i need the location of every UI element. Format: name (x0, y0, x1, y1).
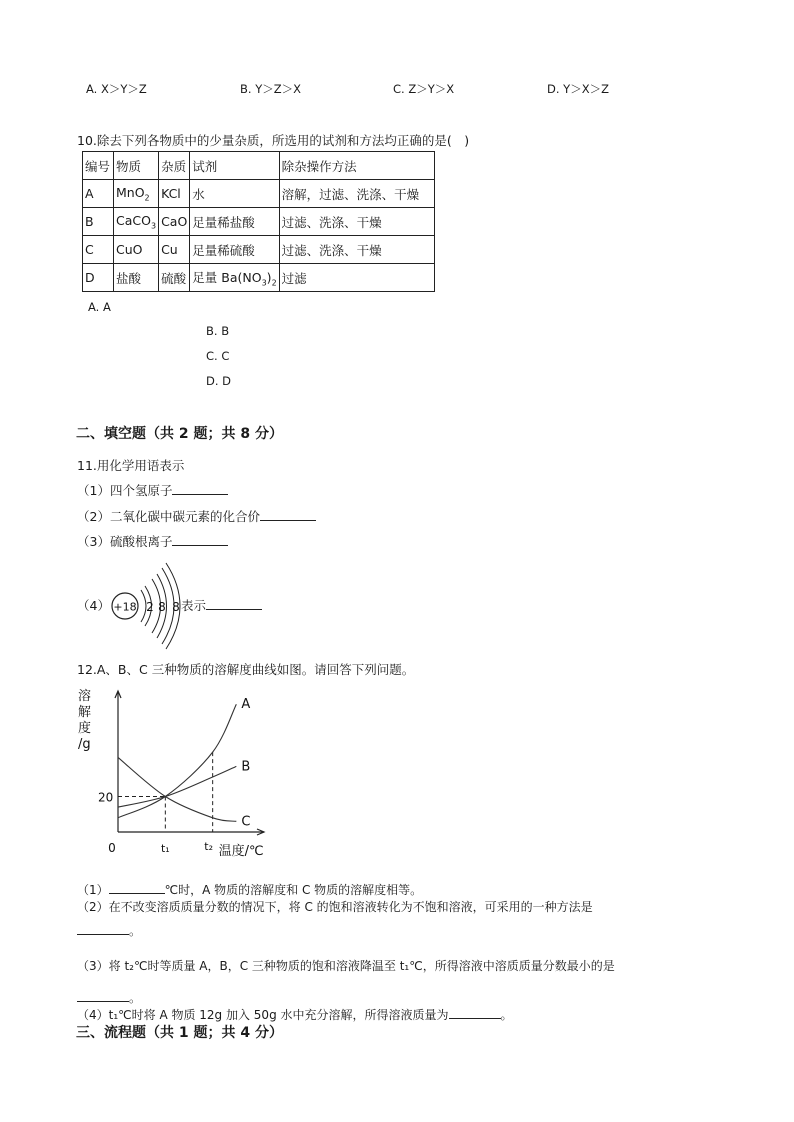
q10-option-c: C. C (206, 349, 230, 363)
q9-option-b: B. Y＞Z＞X (240, 82, 301, 96)
table-cell: 足量稀硫酸 (190, 236, 279, 264)
answer-blank[interactable] (206, 596, 262, 610)
series-label-b: B (241, 759, 251, 775)
q12-item-3: （3）将 t₂℃时等质量 A，B，C 三种物质的饱和溶液降温至 t₁℃，所得溶液中溶质质量分数最小的是 (77, 959, 615, 973)
q9-option-d: D. Y＞X＞Z (547, 82, 609, 96)
q12-item-2: （2）在不改变溶质质量分数的情况下，将 C 的饱和溶液转化为不饱和溶液，可采用的一种方法是 (77, 900, 593, 914)
table-row (83, 264, 435, 292)
header-cell: 试剂 (190, 152, 279, 180)
table-cell: A (83, 180, 114, 208)
y-axis-label: /g (78, 737, 91, 752)
q12-item-2-answer: 。 (77, 921, 141, 939)
x-axis-label: 温度/℃ (218, 844, 264, 859)
table-cell: 过滤 (279, 264, 434, 292)
q12-item-4: （4）t₁℃时将 A 物质 12g 加入 50g 水中充分溶解，所得溶液质量为 。 (77, 1005, 513, 1023)
table-cell: B (83, 208, 114, 236)
table-cell: Cu (159, 236, 190, 264)
x-tick-label: t₁ (160, 842, 170, 855)
atom-structure-diagram (108, 560, 188, 652)
answer-blank[interactable] (109, 880, 165, 894)
answer-blank[interactable] (449, 1005, 501, 1019)
table-cell: 水 (190, 180, 279, 208)
table-cell: 足量 $Ba(NO_3)_2$ (190, 264, 279, 292)
table-header-row (83, 152, 435, 180)
y-axis-label: 度 (78, 721, 92, 736)
table-cell: KCl (159, 180, 190, 208)
shell-electron-count: 2 (146, 600, 154, 614)
table-cell: CaO (159, 208, 190, 236)
series-line-a (118, 704, 236, 818)
table-row (83, 208, 435, 236)
q12-item-1: （1） ℃时，A 物质的溶解度和 C 物质的溶解度相等。 (77, 880, 422, 898)
shell-electron-count: 8 (158, 600, 166, 614)
answer-blank[interactable] (77, 921, 129, 935)
q11-item-3: （3）硫酸根离子 (77, 532, 228, 550)
series-line-c (118, 757, 236, 821)
q10-table (82, 151, 435, 292)
answer-blank[interactable] (172, 481, 228, 495)
answer-blank[interactable] (172, 532, 228, 546)
answer-blank[interactable] (260, 507, 316, 521)
solubility-chart (70, 684, 270, 864)
q11-item-4-suffix: 表示 (181, 596, 262, 614)
header-cell: 编号 (83, 152, 114, 180)
header-cell: 物质 (114, 152, 159, 180)
y-axis-label: 解 (78, 705, 92, 720)
q10-option-a: A. A (88, 300, 111, 314)
table-cell: MnO$_2$ (114, 180, 159, 208)
q11-item-4-prefix: （4） (77, 598, 110, 613)
header-cell: 除杂操作方法 (279, 152, 434, 180)
table-cell: 足量稀盐酸 (190, 208, 279, 236)
q12-item-3-answer: 。 (77, 988, 141, 1006)
table-cell: 过滤、洗涤、干燥 (279, 236, 434, 264)
q10-option-d: D. D (206, 374, 232, 388)
answer-blank[interactable] (77, 988, 129, 1002)
table-row (83, 236, 435, 264)
q9-option-a: A. X＞Y＞Z (86, 82, 147, 96)
table-cell: 溶解，过滤、洗涤、干燥 (279, 180, 434, 208)
table-cell: 硫酸 (159, 264, 190, 292)
table-cell: CaCO$_3$ (114, 208, 159, 236)
section2-title: 二、填空题（共 2 题；共 8 分） (76, 426, 283, 442)
origin-label: 0 (108, 841, 116, 855)
q10-option-b: B. B (206, 324, 230, 338)
x-tick-label: t₂ (204, 840, 214, 853)
q11-item-2: （2）二氧化碳中碳元素的化合价 (77, 507, 316, 525)
section3-title: 三、流程题（共 1 题；共 4 分） (76, 1025, 283, 1041)
table-cell: 盐酸 (114, 264, 159, 292)
y-tick-label: 20 (98, 790, 114, 805)
nucleus-charge: +18 (113, 600, 137, 614)
y-axis-label: 溶 (78, 689, 92, 704)
q11-item-1: （1）四个氢原子 (77, 481, 228, 499)
header-cell: 杂质 (159, 152, 190, 180)
table-cell: D (83, 264, 114, 292)
table-row (83, 180, 435, 208)
table-cell: CuO (114, 236, 159, 264)
table-cell: 过滤、洗涤、干燥 (279, 208, 434, 236)
series-label-c: C (241, 814, 251, 830)
q9-option-c: C. Z＞Y＞X (393, 82, 455, 96)
q11-stem: 11.用化学用语表示 (77, 458, 185, 473)
q10-stem: 10.除去下列各物质中的少量杂质，所选用的试剂和方法均正确的是( ) (77, 133, 470, 148)
table-cell: C (83, 236, 114, 264)
series-label-a: A (241, 697, 251, 713)
shell-electron-count: 8 (172, 600, 180, 614)
q12-stem: 12.A、B、C 三种物质的溶解度曲线如图。请回答下列问题。 (77, 662, 415, 677)
